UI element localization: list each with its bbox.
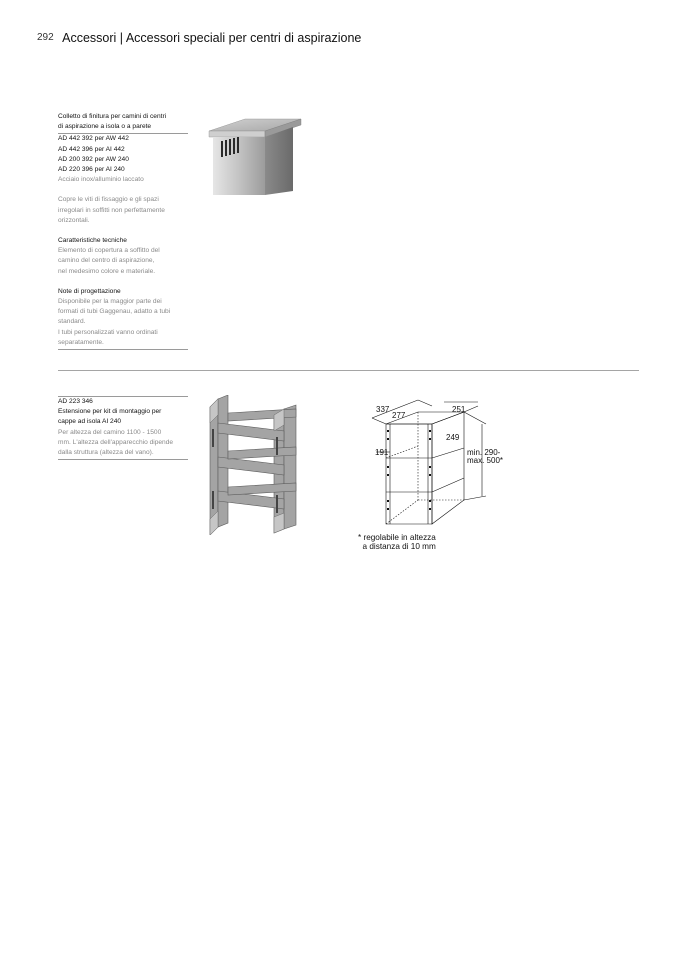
collar-title-line: Colletto di finitura per camini di centri — [58, 113, 167, 120]
chimney-collar-image — [207, 113, 303, 197]
tech-line: camino del centro di aspirazione, — [58, 257, 155, 265]
drawing-note-line: a distanza di 10 mm — [358, 542, 436, 551]
notes-line: I tubi personalizzati vanno ordinati — [58, 328, 158, 336]
collar-title — [58, 112, 188, 134]
notes-line: standard. — [58, 318, 86, 326]
extension-title-line: Estensione per kit di montaggio per — [58, 408, 162, 416]
collar-desc-line: irregolari in soffitti non perfettamente — [58, 206, 165, 214]
collar-model: AD 442 396 per AI 442 — [58, 145, 125, 153]
tech-heading: Caratteristiche tecniche — [58, 237, 127, 245]
collar-model: AD 220 396 per AI 240 — [58, 166, 125, 174]
mounting-frame-image — [204, 395, 306, 535]
notes-line: formati di tubi Gaggenau, adatto a tubi — [58, 308, 171, 316]
extension-title-line: cappe ad isola AI 240 — [58, 418, 122, 426]
section-divider — [58, 370, 639, 371]
technical-drawing — [352, 396, 522, 531]
collar-title-line: di aspirazione a isola o a parete — [58, 122, 188, 134]
extension-desc-line: Per altezza del camino 1100 - 1500 — [58, 428, 162, 436]
dimension-277: 277 — [392, 411, 406, 420]
notes-line: Disponibile per la maggior parte dei — [58, 298, 162, 306]
page-header — [37, 29, 361, 47]
drawing-note-line: * regolabile in altezza — [358, 533, 436, 542]
dimension-251: 251 — [452, 405, 466, 414]
page-title: Accessori | Accessori speciali per centri di aspirazione — [62, 31, 362, 45]
extension-desc-line: mm. L'altezza dell'apparecchio dipende — [58, 438, 174, 446]
height-label-line: min. 290- — [467, 448, 501, 457]
page-number: 292 — [37, 32, 54, 43]
dimension-191: 191 — [375, 448, 389, 457]
tech-line: nel medesimo colore e materiale. — [58, 267, 156, 275]
dimension-337: 337 — [376, 405, 390, 414]
collar-model: AD 442 392 per AW 442 — [58, 135, 129, 143]
collar-desc-line: Copre le viti di fissaggio e gli spazi — [58, 196, 159, 204]
tech-line: Elemento di copertura a soffitto del — [58, 247, 160, 255]
collar-desc-line: orizzontali. — [58, 216, 90, 224]
extension-desc-line: dalla struttura (altezza del vano). — [58, 448, 188, 460]
extension-text-block — [58, 396, 188, 460]
height-label-line: max. 500* — [467, 456, 504, 465]
collar-text-block — [58, 112, 188, 350]
notes-heading: Note di progettazione — [58, 287, 121, 295]
collar-material: Acciaio inox/alluminio laccato — [58, 176, 144, 184]
extension-model: AD 223 346 — [58, 398, 93, 405]
collar-model: AD 200 392 per AW 240 — [58, 155, 129, 163]
dimension-249: 249 — [446, 433, 460, 442]
drawing-note — [358, 533, 436, 551]
notes-line: separatamente. — [58, 338, 188, 350]
